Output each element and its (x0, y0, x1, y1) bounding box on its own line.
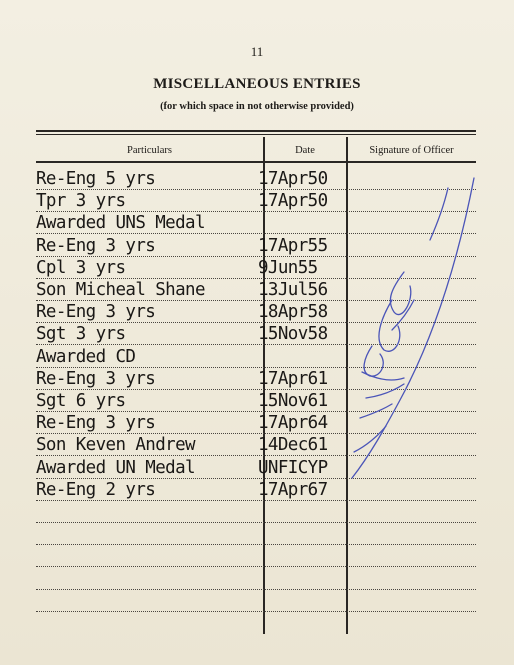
entry-date: 9Jun55 (258, 257, 318, 278)
entry-date: 17Apr64 (258, 413, 328, 434)
ruled-line (36, 566, 476, 567)
entry-date: 17Apr50 (258, 191, 328, 212)
table-top-rule (36, 130, 476, 132)
page-number: 11 (250, 44, 264, 59)
entry-date: 15Nov61 (258, 391, 328, 411)
ruled-line (36, 544, 476, 545)
entry-date: 17Apr61 (258, 368, 328, 389)
entry-particulars: Re-Eng 3 yrs (36, 235, 156, 256)
header-rule (36, 161, 476, 163)
entry-particulars: Tpr 3 yrs (36, 191, 126, 212)
entry-particulars: Son Micheal Shane (36, 280, 205, 300)
entry-particulars: Re-Eng 5 yrs (36, 169, 156, 189)
entry-date: 17Apr67 (258, 479, 328, 500)
entry-particulars: Re-Eng 3 yrs (36, 368, 156, 389)
table-top-rule-thin (36, 134, 476, 135)
entry-date: UNFICYP (258, 457, 328, 478)
entry-date: 13Jul56 (258, 280, 328, 300)
entry-particulars: Re-Eng 2 yrs (36, 479, 156, 500)
entry-particulars: Re-Eng 3 yrs (36, 302, 156, 323)
entry-particulars: Cpl 3 yrs (36, 257, 126, 278)
entry-particulars: Awarded UN Medal (36, 457, 195, 478)
entry-date: 17Apr50 (258, 169, 328, 189)
page-subtitle: (for which space in not otherwise provided) (160, 101, 354, 112)
column-header-particulars: Particulars (127, 145, 172, 156)
ruled-line (36, 522, 476, 523)
ruled-line (36, 611, 476, 612)
entry-particulars: Son Keven Andrew (36, 435, 195, 456)
column-header-date: Date (295, 145, 315, 156)
entry-date: 15Nov58 (258, 324, 328, 345)
page-title: MISCELLANEOUS ENTRIES (153, 76, 361, 92)
entry-particulars: Sgt 3 yrs (36, 324, 126, 345)
ruled-line (36, 589, 476, 590)
entry-particulars: Awarded UNS Medal (36, 213, 205, 234)
entry-particulars: Sgt 6 yrs (36, 391, 126, 411)
entry-date: 17Apr55 (258, 235, 328, 256)
entry-particulars: Re-Eng 3 yrs (36, 413, 156, 434)
entry-date: 18Apr58 (258, 302, 328, 323)
column-header-signature: Signature of Officer (369, 145, 454, 156)
entry-particulars: Awarded CD (36, 346, 136, 367)
entry-date: 14Dec61 (258, 435, 328, 456)
